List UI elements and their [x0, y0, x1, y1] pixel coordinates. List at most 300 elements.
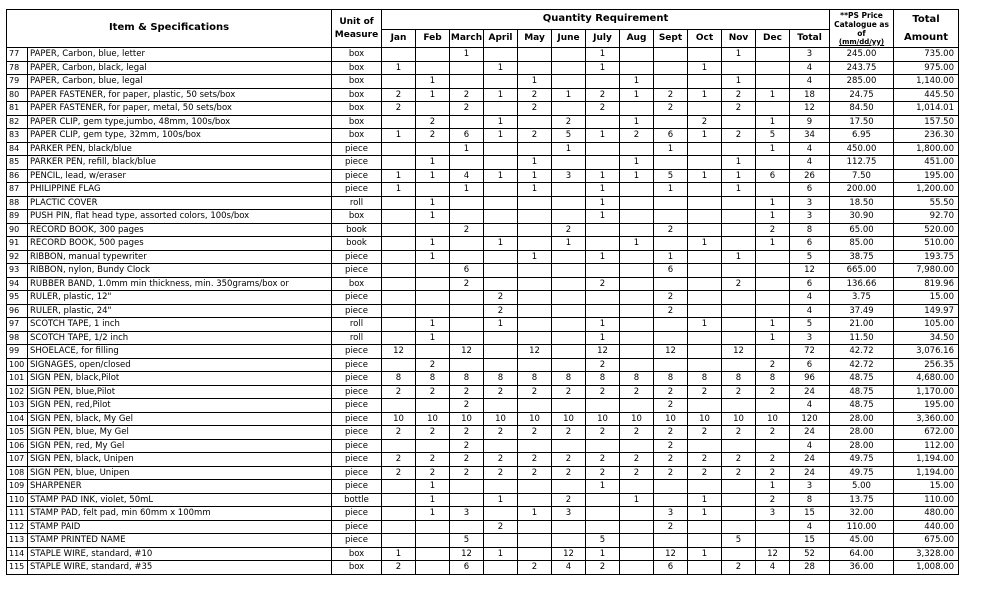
- total-qty: 52: [790, 547, 830, 561]
- month-qty: [688, 399, 722, 413]
- table-row: [7, 291, 959, 305]
- unit-of-measure: piece: [332, 480, 382, 494]
- row-number: 78: [7, 61, 28, 75]
- table-row: [7, 88, 959, 102]
- month-qty: 1: [484, 493, 518, 507]
- month-qty: [518, 237, 552, 251]
- month-qty: 2: [382, 561, 416, 575]
- item-spec: RULER, plastic, 12": [28, 291, 332, 305]
- month-qty: [450, 250, 484, 264]
- table-row: [7, 156, 959, 170]
- month-qty: 2: [756, 385, 790, 399]
- unit-price: 48.75: [830, 372, 894, 386]
- month-qty: 1: [416, 237, 450, 251]
- unit-price: 13.75: [830, 493, 894, 507]
- month-qty: [688, 277, 722, 291]
- month-qty: [620, 277, 654, 291]
- header-unit: Unit of Measure: [332, 10, 382, 48]
- month-qty: [756, 183, 790, 197]
- row-number: 112: [7, 520, 28, 534]
- month-qty: [484, 439, 518, 453]
- item-spec: SCOTCH TAPE, 1 inch: [28, 318, 332, 332]
- month-qty: 2: [518, 129, 552, 143]
- month-qty: [586, 75, 620, 89]
- item-spec: SHOELACE, for filling: [28, 345, 332, 359]
- month-qty: 1: [688, 493, 722, 507]
- month-qty: 8: [620, 372, 654, 386]
- month-qty: 1: [484, 237, 518, 251]
- total-amount: 193.75: [894, 250, 959, 264]
- row-number: 101: [7, 372, 28, 386]
- month-qty: [654, 75, 688, 89]
- item-spec: RECORD BOOK, 500 pages: [28, 237, 332, 251]
- month-qty: 1: [586, 183, 620, 197]
- header-month: July: [586, 30, 620, 48]
- month-qty: [654, 480, 688, 494]
- month-qty: 5: [450, 534, 484, 548]
- month-qty: [382, 318, 416, 332]
- month-qty: [382, 223, 416, 237]
- month-qty: [484, 561, 518, 575]
- month-qty: 2: [722, 466, 756, 480]
- month-qty: 5: [552, 129, 586, 143]
- month-qty: 4: [756, 561, 790, 575]
- item-spec: PAPER FASTENER, for paper, metal, 50 sets/box: [28, 102, 332, 116]
- month-qty: 3: [450, 507, 484, 521]
- month-qty: [382, 439, 416, 453]
- unit-price: 7.50: [830, 169, 894, 183]
- month-qty: 2: [552, 223, 586, 237]
- total-qty: 6: [790, 183, 830, 197]
- month-qty: 1: [518, 156, 552, 170]
- unit-price: 450.00: [830, 142, 894, 156]
- total-qty: 5: [790, 250, 830, 264]
- month-qty: [620, 291, 654, 305]
- month-qty: 2: [518, 385, 552, 399]
- month-qty: 8: [688, 372, 722, 386]
- month-qty: 8: [416, 372, 450, 386]
- month-qty: [620, 345, 654, 359]
- month-qty: 2: [620, 466, 654, 480]
- header-month: Nov: [722, 30, 756, 48]
- row-number: 109: [7, 480, 28, 494]
- unit-of-measure: piece: [332, 156, 382, 170]
- row-number: 88: [7, 196, 28, 210]
- row-number: 92: [7, 250, 28, 264]
- total-qty: 4: [790, 304, 830, 318]
- unit-price: 30.90: [830, 210, 894, 224]
- month-qty: 1: [382, 61, 416, 75]
- month-qty: [688, 75, 722, 89]
- month-qty: 2: [484, 291, 518, 305]
- month-qty: 1: [586, 250, 620, 264]
- total-qty: 28: [790, 561, 830, 575]
- month-qty: 12: [756, 547, 790, 561]
- month-qty: 2: [416, 426, 450, 440]
- month-qty: 2: [382, 426, 416, 440]
- month-qty: 1: [722, 169, 756, 183]
- month-qty: [654, 48, 688, 62]
- total-amount: 1,200.00: [894, 183, 959, 197]
- row-number: 83: [7, 129, 28, 143]
- table-row: [7, 102, 959, 116]
- month-qty: 2: [654, 520, 688, 534]
- month-qty: [620, 102, 654, 116]
- unit-of-measure: box: [332, 88, 382, 102]
- month-qty: [450, 210, 484, 224]
- header-month: Oct: [688, 30, 722, 48]
- month-qty: 8: [586, 372, 620, 386]
- month-qty: [552, 264, 586, 278]
- month-qty: [756, 156, 790, 170]
- month-qty: [518, 318, 552, 332]
- month-qty: 8: [382, 372, 416, 386]
- unit-price: 3.75: [830, 291, 894, 305]
- month-qty: [722, 223, 756, 237]
- row-number: 105: [7, 426, 28, 440]
- table-row: [7, 412, 959, 426]
- month-qty: 2: [620, 426, 654, 440]
- month-qty: 1: [722, 75, 756, 89]
- unit-of-measure: piece: [332, 372, 382, 386]
- total-qty: 24: [790, 385, 830, 399]
- month-qty: [484, 183, 518, 197]
- month-qty: [586, 399, 620, 413]
- table-row: [7, 466, 959, 480]
- unit-of-measure: piece: [332, 385, 382, 399]
- month-qty: 2: [654, 223, 688, 237]
- month-qty: 2: [586, 453, 620, 467]
- month-qty: 2: [484, 426, 518, 440]
- month-qty: [654, 196, 688, 210]
- total-amount: 440.00: [894, 520, 959, 534]
- month-qty: [688, 561, 722, 575]
- table-row: [7, 196, 959, 210]
- row-number: 93: [7, 264, 28, 278]
- unit-price: 28.00: [830, 439, 894, 453]
- unit-of-measure: box: [332, 561, 382, 575]
- month-qty: 2: [450, 426, 484, 440]
- unit-price: 200.00: [830, 183, 894, 197]
- month-qty: [722, 358, 756, 372]
- month-qty: 1: [518, 250, 552, 264]
- month-qty: 1: [416, 196, 450, 210]
- item-spec: PHILIPPINE FLAG: [28, 183, 332, 197]
- month-qty: 1: [722, 156, 756, 170]
- row-number: 79: [7, 75, 28, 89]
- month-qty: 1: [416, 169, 450, 183]
- month-qty: 12: [654, 345, 688, 359]
- month-qty: 10: [756, 412, 790, 426]
- month-qty: [586, 156, 620, 170]
- row-number: 110: [7, 493, 28, 507]
- month-qty: 2: [484, 520, 518, 534]
- month-qty: [654, 237, 688, 251]
- month-qty: [552, 61, 586, 75]
- month-qty: [518, 520, 552, 534]
- month-qty: 10: [688, 412, 722, 426]
- month-qty: [620, 264, 654, 278]
- unit-of-measure: box: [332, 115, 382, 129]
- row-number: 84: [7, 142, 28, 156]
- month-qty: 2: [620, 385, 654, 399]
- month-qty: [620, 318, 654, 332]
- requirements-table: [6, 9, 959, 575]
- total-qty: 5: [790, 318, 830, 332]
- month-qty: [450, 318, 484, 332]
- item-spec: SIGN PEN, blue, Unipen: [28, 466, 332, 480]
- month-qty: [688, 534, 722, 548]
- month-qty: [382, 48, 416, 62]
- row-number: 95: [7, 291, 28, 305]
- table-row: [7, 331, 959, 345]
- month-qty: 1: [586, 48, 620, 62]
- unit-price: 49.75: [830, 453, 894, 467]
- month-qty: 1: [688, 61, 722, 75]
- month-qty: 2: [688, 385, 722, 399]
- month-qty: 2: [756, 223, 790, 237]
- month-qty: 1: [416, 331, 450, 345]
- month-qty: 1: [518, 169, 552, 183]
- month-qty: [518, 61, 552, 75]
- month-qty: 1: [552, 88, 586, 102]
- month-qty: [450, 237, 484, 251]
- month-qty: [722, 196, 756, 210]
- month-qty: [688, 439, 722, 453]
- month-qty: 2: [484, 304, 518, 318]
- month-qty: [756, 277, 790, 291]
- month-qty: [518, 399, 552, 413]
- month-qty: [688, 156, 722, 170]
- month-qty: 2: [722, 277, 756, 291]
- table-row: [7, 547, 959, 561]
- month-qty: [484, 250, 518, 264]
- month-qty: 2: [552, 466, 586, 480]
- month-qty: [722, 520, 756, 534]
- month-qty: [722, 439, 756, 453]
- month-qty: [586, 493, 620, 507]
- month-qty: 1: [756, 210, 790, 224]
- total-amount: 975.00: [894, 61, 959, 75]
- total-qty: 6: [790, 237, 830, 251]
- row-number: 113: [7, 534, 28, 548]
- month-qty: 2: [552, 493, 586, 507]
- month-qty: [518, 331, 552, 345]
- header-month: Feb: [416, 30, 450, 48]
- month-qty: [552, 156, 586, 170]
- month-qty: 1: [416, 75, 450, 89]
- month-qty: [722, 480, 756, 494]
- month-qty: [484, 223, 518, 237]
- month-qty: [416, 142, 450, 156]
- total-amount: 675.00: [894, 534, 959, 548]
- total-amount: 112.00: [894, 439, 959, 453]
- month-qty: [450, 61, 484, 75]
- total-amount: 3,360.00: [894, 412, 959, 426]
- month-qty: [620, 210, 654, 224]
- month-qty: 2: [722, 453, 756, 467]
- unit-price: 45.00: [830, 534, 894, 548]
- month-qty: 1: [484, 129, 518, 143]
- month-qty: 2: [518, 426, 552, 440]
- month-qty: [416, 61, 450, 75]
- month-qty: 10: [518, 412, 552, 426]
- table-row: [7, 534, 959, 548]
- month-qty: [518, 223, 552, 237]
- month-qty: 1: [484, 115, 518, 129]
- month-qty: 2: [552, 385, 586, 399]
- month-qty: 2: [586, 385, 620, 399]
- month-qty: 2: [620, 129, 654, 143]
- total-amount: 195.00: [894, 169, 959, 183]
- month-qty: 1: [722, 48, 756, 62]
- month-qty: 1: [416, 156, 450, 170]
- row-number: 86: [7, 169, 28, 183]
- row-number: 90: [7, 223, 28, 237]
- month-qty: [722, 547, 756, 561]
- month-qty: 2: [688, 115, 722, 129]
- month-qty: [620, 331, 654, 345]
- month-qty: 1: [586, 547, 620, 561]
- month-qty: [552, 75, 586, 89]
- month-qty: [382, 358, 416, 372]
- month-qty: 1: [620, 75, 654, 89]
- month-qty: 1: [484, 169, 518, 183]
- month-qty: [722, 237, 756, 251]
- total-qty: 4: [790, 439, 830, 453]
- month-qty: 2: [654, 399, 688, 413]
- month-qty: [518, 142, 552, 156]
- total-qty: 4: [790, 75, 830, 89]
- total-qty: 3: [790, 210, 830, 224]
- month-qty: [416, 399, 450, 413]
- table-row: [7, 439, 959, 453]
- row-number: 96: [7, 304, 28, 318]
- unit-price: 11.50: [830, 331, 894, 345]
- month-qty: 12: [722, 345, 756, 359]
- month-qty: [518, 304, 552, 318]
- row-number: 103: [7, 399, 28, 413]
- total-amount: 510.00: [894, 237, 959, 251]
- unit-of-measure: box: [332, 48, 382, 62]
- month-qty: 12: [552, 547, 586, 561]
- month-qty: 2: [654, 291, 688, 305]
- table-row: [7, 264, 959, 278]
- month-qty: [416, 547, 450, 561]
- month-qty: [484, 264, 518, 278]
- month-qty: [416, 304, 450, 318]
- month-qty: 1: [382, 547, 416, 561]
- month-qty: [450, 493, 484, 507]
- month-qty: 10: [484, 412, 518, 426]
- month-qty: [654, 61, 688, 75]
- month-qty: 2: [518, 88, 552, 102]
- table-row: [7, 399, 959, 413]
- month-qty: [450, 331, 484, 345]
- row-number: 104: [7, 412, 28, 426]
- total-amount: 672.00: [894, 426, 959, 440]
- month-qty: 2: [756, 493, 790, 507]
- row-number: 107: [7, 453, 28, 467]
- month-qty: 1: [654, 183, 688, 197]
- header-amount: Total Amount: [894, 10, 959, 48]
- month-qty: [654, 358, 688, 372]
- month-qty: 1: [756, 318, 790, 332]
- month-qty: 2: [654, 102, 688, 116]
- month-qty: [722, 210, 756, 224]
- month-qty: [620, 304, 654, 318]
- item-spec: STAMP PAD, felt pad, min 60mm x 100mm: [28, 507, 332, 521]
- row-number: 89: [7, 210, 28, 224]
- month-qty: 5: [654, 169, 688, 183]
- unit-of-measure: piece: [332, 264, 382, 278]
- month-qty: 1: [416, 507, 450, 521]
- header-month: June: [552, 30, 586, 48]
- unit-price: 24.75: [830, 88, 894, 102]
- month-qty: 1: [654, 142, 688, 156]
- table-row: [7, 561, 959, 575]
- month-qty: [484, 102, 518, 116]
- month-qty: [382, 75, 416, 89]
- month-qty: [518, 547, 552, 561]
- row-number: 77: [7, 48, 28, 62]
- month-qty: 2: [552, 453, 586, 467]
- month-qty: 1: [722, 250, 756, 264]
- item-spec: PARKER PEN, black/blue: [28, 142, 332, 156]
- month-qty: [586, 520, 620, 534]
- unit-of-measure: box: [332, 129, 382, 143]
- header-item-spec: Item & Specifications: [7, 10, 332, 48]
- month-qty: [382, 142, 416, 156]
- month-qty: 12: [450, 345, 484, 359]
- row-number: 115: [7, 561, 28, 575]
- unit-price: 48.75: [830, 385, 894, 399]
- item-spec: SIGNAGES, open/closed: [28, 358, 332, 372]
- month-qty: 1: [620, 115, 654, 129]
- month-qty: 1: [756, 88, 790, 102]
- month-qty: 1: [552, 142, 586, 156]
- total-amount: 92.70: [894, 210, 959, 224]
- month-qty: 2: [484, 385, 518, 399]
- month-qty: 2: [518, 453, 552, 467]
- row-number: 99: [7, 345, 28, 359]
- month-qty: [416, 561, 450, 575]
- month-qty: 1: [688, 88, 722, 102]
- unit-of-measure: piece: [332, 426, 382, 440]
- month-qty: [756, 520, 790, 534]
- table-row: [7, 507, 959, 521]
- month-qty: 1: [620, 156, 654, 170]
- month-qty: 2: [518, 561, 552, 575]
- month-qty: 1: [586, 331, 620, 345]
- item-spec: RUBBER BAND, 1.0mm min thickness, min. 350grams/box or: [28, 277, 332, 291]
- table-row: [7, 277, 959, 291]
- unit-of-measure: book: [332, 223, 382, 237]
- month-qty: 2: [450, 223, 484, 237]
- month-qty: [722, 318, 756, 332]
- total-qty: 3: [790, 48, 830, 62]
- unit-of-measure: piece: [332, 439, 382, 453]
- total-qty: 4: [790, 291, 830, 305]
- total-amount: 15.00: [894, 291, 959, 305]
- header-month: Jan: [382, 30, 416, 48]
- unit-price: 49.75: [830, 466, 894, 480]
- total-qty: 3: [790, 331, 830, 345]
- month-qty: 10: [416, 412, 450, 426]
- unit-price: 6.95: [830, 129, 894, 143]
- unit-of-measure: piece: [332, 183, 382, 197]
- unit-of-measure: box: [332, 102, 382, 116]
